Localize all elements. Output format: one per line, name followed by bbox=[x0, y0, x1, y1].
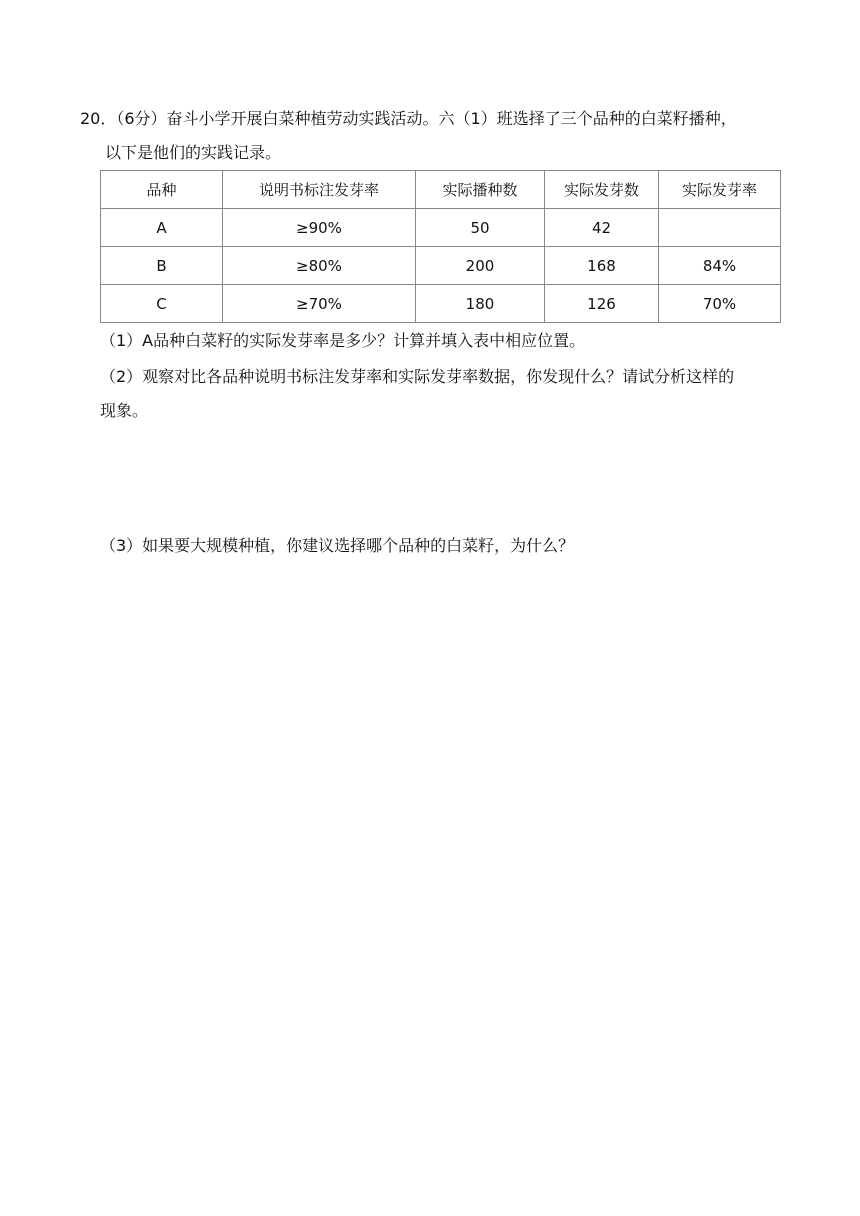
cell-actual-rate: 70% bbox=[659, 285, 781, 323]
header-labeled-rate: 说明书标注发芽率 bbox=[223, 171, 416, 209]
cell-variety: B bbox=[101, 247, 223, 285]
header-sown-count: 实际播种数 bbox=[416, 171, 545, 209]
question-intro-line2: 以下是他们的实践记录。 bbox=[105, 143, 282, 162]
subquestion-3: （3）如果要大规模种植，你建议选择哪个品种的白菜籽，为什么？ bbox=[100, 536, 575, 555]
cell-labeled-rate: ≥80% bbox=[223, 247, 416, 285]
cell-germinated-count: 42 bbox=[545, 209, 659, 247]
cell-germinated-count: 168 bbox=[545, 247, 659, 285]
table-row bbox=[101, 285, 781, 323]
table-header-row bbox=[101, 171, 781, 209]
cell-germinated-count: 126 bbox=[545, 285, 659, 323]
cell-actual-rate: 84% bbox=[659, 247, 781, 285]
question-intro-line1: 20．（6分）奋斗小学开展白菜种植劳动实践活动。六（1）班选择了三个品种的白菜籽播种， bbox=[80, 109, 737, 128]
practice-record-table bbox=[100, 170, 781, 323]
subquestion-1: （1）A品种白菜籽的实际发芽率是多少？计算并填入表中相应位置。 bbox=[100, 331, 586, 350]
subquestion-2-line2: 现象。 bbox=[100, 401, 149, 420]
cell-sown-count: 50 bbox=[416, 209, 545, 247]
header-actual-rate: 实际发芽率 bbox=[659, 171, 781, 209]
table-row bbox=[101, 247, 781, 285]
table-row bbox=[101, 209, 781, 247]
subquestion-2-line1: （2）观察对比各品种说明书标注发芽率和实际发芽率数据，你发现什么？请试分析这样的 bbox=[100, 367, 735, 386]
header-germinated-count: 实际发芽数 bbox=[545, 171, 659, 209]
cell-labeled-rate: ≥70% bbox=[223, 285, 416, 323]
cell-variety: A bbox=[101, 209, 223, 247]
cell-sown-count: 200 bbox=[416, 247, 545, 285]
header-variety: 品种 bbox=[101, 171, 223, 209]
cell-actual-rate-blank[interactable] bbox=[659, 209, 781, 247]
cell-labeled-rate: ≥90% bbox=[223, 209, 416, 247]
cell-sown-count: 180 bbox=[416, 285, 545, 323]
cell-variety: C bbox=[101, 285, 223, 323]
